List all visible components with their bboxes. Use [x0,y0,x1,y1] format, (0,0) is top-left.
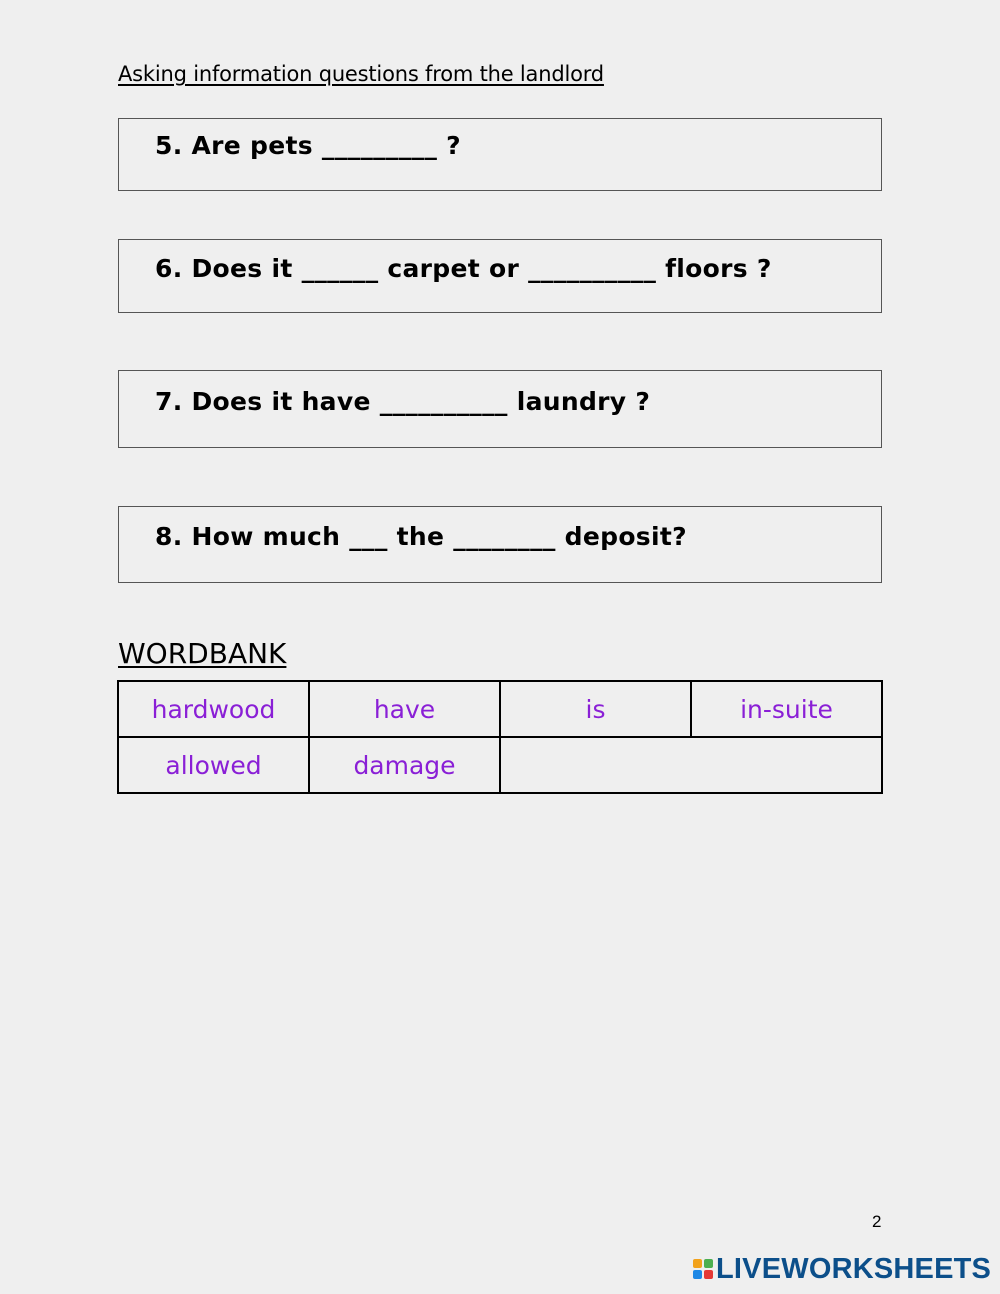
question-box-5 [118,118,882,191]
wordbank-row [118,681,882,737]
wordbank-word[interactable]: damage [309,737,500,793]
question-7-text: 7. Does it have __________ laundry ? [155,387,651,416]
wordbank-word[interactable]: in-suite [691,681,882,737]
question-box-6 [118,239,882,313]
page-number: 2 [872,1212,882,1231]
wordbank-word[interactable]: have [309,681,500,737]
wordbank-title: WORDBANK [118,637,287,670]
brand-square [693,1259,702,1268]
wordbank-word[interactable]: allowed [118,737,309,793]
question-box-8 [118,506,882,583]
question-5-text: 5. Are pets _________ ? [155,131,461,160]
brand-square [704,1270,713,1279]
wordbank-word[interactable]: hardwood [118,681,309,737]
wordbank-word[interactable]: is [500,681,691,737]
question-box-7 [118,370,882,448]
brand-square [693,1270,702,1279]
brand-name: LIVEWORKSHEETS [716,1252,992,1285]
brand-square [704,1259,713,1268]
liveworksheets-logo[interactable] [693,1253,991,1285]
brand-squares-icon [693,1259,713,1279]
wordbank-row [118,737,882,793]
question-8-text: 8. How much ___ the ________ deposit? [155,522,687,551]
worksheet-subtitle: Asking information questions from the landlord [118,62,604,86]
wordbank-table [117,680,883,794]
wordbank-empty-cell [500,737,882,793]
question-6-text: 6. Does it ______ carpet or __________ floors ? [155,254,772,283]
